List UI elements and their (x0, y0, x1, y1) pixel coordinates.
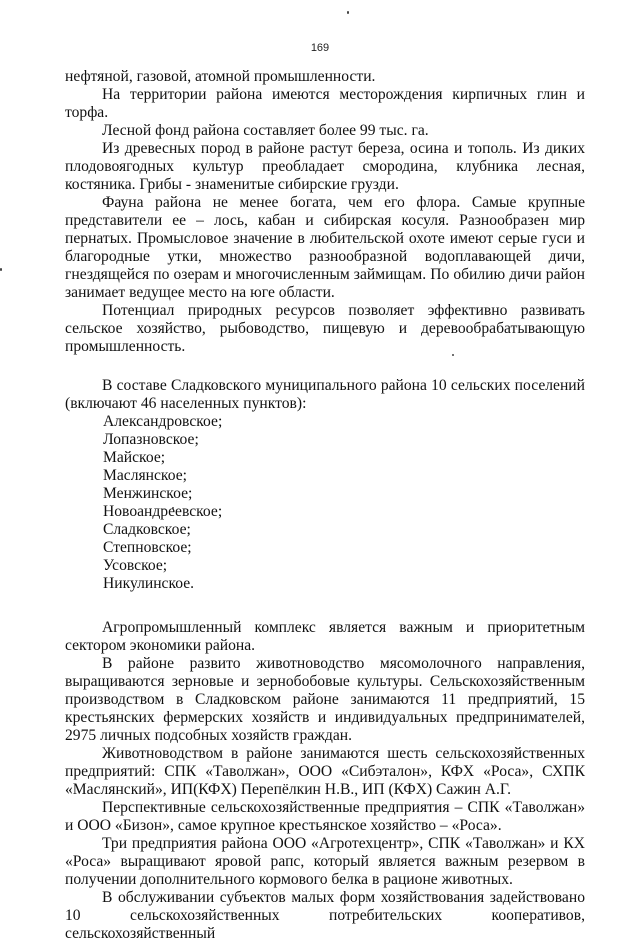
list-item: Новоандреевское; (103, 503, 223, 520)
paragraph: В составе Сладковского муниципального района 10 сельских поселений (включают 46 населенных пунктов): (65, 377, 585, 412)
paragraph: Фауна района не менее богата, чем его флора. Самые крупные представители ее – лось, кабан и сибирская косуля. Разнообразен мир пернатых. Промысловое значение в любительской охоте имеют серые гуси и благородные утки, множество разнообразной водоплавающей дичи, гнездящейся по озерам и многочисленным займищам. По обилию дичи район занимает ведущее место на юге области. (65, 194, 585, 301)
list-item: Лопазновское; (103, 431, 199, 448)
paragraph: Животноводством в районе занимаются шесть сельскохозяйственных предприятий: СПК «Таволжан», ООО «Сибэталон», КФХ «Роса», СХПК «Маслянский», ИП(КФХ) Перепёлкин Н.В., ИП (КФХ) Сажин А.Г. (65, 745, 585, 798)
list-item: Менжинское; (103, 485, 193, 502)
settlements-list (65, 413, 585, 593)
section-spacer (65, 593, 585, 619)
list-item: Никулинское. (103, 575, 195, 592)
page-number: 169 (310, 42, 330, 54)
paragraph: Лесной фонд района составляет более 99 тыс. га. (102, 122, 429, 139)
scan-edge-mark (0, 268, 2, 271)
list-item: Майское; (103, 449, 166, 466)
section-spacer (65, 356, 585, 377)
paragraph: Агропромышленный комплекс является важным и приоритетным сектором экономики района. (65, 619, 585, 654)
paragraph: нефтяной, газовой, атомной промышленности. (65, 68, 376, 85)
paragraph: В районе развито животноводство мясомолочного направления, выращиваются зерновые и зернобобовые культуры. Сельскохозяйственным производством в Сладковском районе занимаются 11 предприятий, 15 крестьянских фермерских хозяйств и индивидуальных предпринимателей, 2975 личных подсобных хозяйств граждан. (65, 655, 585, 744)
list-item: Усовское; (103, 557, 168, 574)
paragraph: Потенциал природных ресурсов позволяет эффективно развивать сельское хозяйство, рыбоводство, пищевую и деревообрабатывающую промышленность. (65, 302, 585, 355)
list-item: Сладковское; (103, 521, 191, 538)
paragraph: Три предприятия района ООО «Агротехцентр», СПК «Таволжан» и КХ «Роса» выращивают яровой рапс, который является важным резервом в получении дополнительного кормового белка в рационе животных. (65, 835, 585, 888)
list-item: Маслянское; (103, 467, 187, 484)
paragraph: Перспективные сельскохозяйственные предприятия – СПК «Таволжан» и ООО «Бизон», самое крупное крестьянское хозяйство – «Роса». (65, 799, 585, 834)
paragraph: В обслуживании субъектов малых форм хозяйствования задействовано 10 сельскохозяйственных потребительских кооперативов, сельскохозяйственный (65, 889, 585, 942)
scan-speck (347, 11, 349, 14)
paragraph: Из древесных пород в районе растут береза, осина и тополь. Из диких плодовоягодных культур преобладает смородина, клубника лесная, костяника. Грибы - знаменитые сибирские грузди. (65, 140, 585, 193)
list-item: Степновское; (103, 539, 192, 556)
paragraph: На территории района имеются месторождения кирпичных глин и торфа. (65, 86, 585, 121)
list-item: Александровское; (103, 413, 223, 430)
document-body (65, 68, 585, 943)
